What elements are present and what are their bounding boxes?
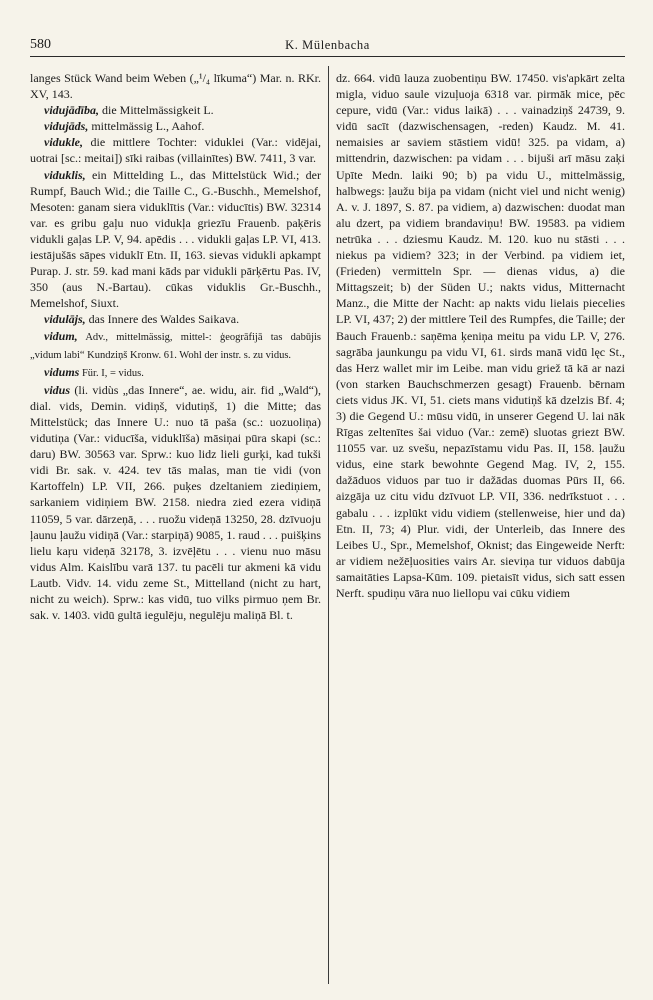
page-header <box>30 34 625 57</box>
entry-vidulajs: vidulājs, das Innere des Waldes Saikava. <box>30 311 321 327</box>
entry-vidukle: vidukle, die mittlere Tochter: viduklei (Var.: vidējai, uotrai [sc.: meitai]) sīki raibas (villainītes) BW. 7411, 3 var. <box>30 135 321 166</box>
entry-vidujadiba: vidujādība, die Mittelmässigkeit L. <box>30 102 321 118</box>
headword: vidums <box>44 364 80 379</box>
left-column <box>30 70 321 982</box>
headword: vidus <box>44 382 71 397</box>
right-column <box>336 70 625 982</box>
entry-vidus: vidus (li. vidùs „das Innere“, ae. widu, air. fid „Wald“), dial. vids, Demin. vidiņš, vidutiņš, 1) die Mitte; das Mittelstück; das Innere U.: nuo tā paša (sc.: uozuoliņa) vidutiņa (Var.: viducīša, viduklīša) māsiņai pūra skapi (sc.: daru) BW. 30563 var. Sprw.: kuo lidz lieli gurķi, kad tukši vidi Br. sak. v. 424. tev tās malas, man tie vidi (von Kartoffeln) LP. VII, 266. puķes dzeltaniem ziediņiem, sarkaniem vidiņiem BW. 2158. niedra zied ezera vidiņā 11059, 5 var. dārzeņā, . . . ruožu videņā 13250, 28. dzīvuoju ļaunu ļaužu vidiņā (Var.: starpiņā) 9085, 1. raud . . . puišķins lielu kaŗu videņā 32178, 3. izvēļētu . . . vienu nuo māsu vidus Alm. Kaislību varā 137. tu pacēli tur akmeni kā vidu Lautb. Vidv. 14. vidu zeme St., Mittelland (nicht zu hart, nicht zu weich). Sprw.: kas vidū, tuo vilks pirmuo ņem Br. sak. v. 1403. vidū gultā iegulēju, negulēju maliņā Bl. t. <box>30 382 321 623</box>
entry-viduklis: viduklis, ein Mittelding L., das Mittelstück Wid.; der Rumpf, Bauch Wid.; die Taille C., G.-Buschh., Memelshof, Mesoten: ganam siera viduklītis (Var.: viducītis) BW. 32314 var. es gribu gaļu nuo vidukļa griezīu Frauenb. paķēris vidukli gaļas LP. V, 94. apēdis . . . vidukli gaļas LP. VI, 413. iestājušās sāpes viduklī Etn. II, 163. sievas vidukli apkampt Purap. J. str. 59. kad mani kāds par vidukli pārķērtu Pas. IV, 350 (aus N.-Bartau). cūkas viduklis Gr.-Buschh., Memelshof, Siuxt. <box>30 167 321 311</box>
entry-vidum: vidum, Adv., mittelmässig, mittel-: ģeogrāfijā tas dabūjis „vidum labi“ Kundziņš Kronw. 61. Wohl der instr. s. zu vidus. <box>30 328 321 361</box>
headword: vidujādība, <box>44 103 100 118</box>
running-head: K. Mülenbacha <box>285 38 370 52</box>
entry-vidujads: vidujāds, mittelmässig L., Aahof. <box>30 118 321 134</box>
page-number: 580 <box>30 37 51 52</box>
column-divider <box>328 66 329 984</box>
entry-continuation: langes Stück Wand beim Weben („¹/₄ līkuma“) Mar. n. RKr. XV, 143. <box>30 71 321 102</box>
entry-vidums: vidums Für. I, = vidus. <box>30 364 321 382</box>
headword: vidum, <box>44 328 78 343</box>
headword: vidulājs, <box>44 312 86 327</box>
headword: vidukle, <box>44 135 83 150</box>
headword: vidujāds, <box>44 119 89 134</box>
headword: viduklis, <box>44 167 86 182</box>
entry-vidus-continued: dz. 664. vidū lauza zuobentiņu BW. 17450. vis'apkārt zelta migla, viduo saule vizuļuoja 6318 var. pirmāk mice, pēc cepure, vidū (Var.: vidus laikā) . . . vainadziņš 24739, 9. vidū sacīt (dazwischensagen, -reden) Kaudz. M. 41. nemaisies ar saviem stāstiem vidū! 325. pa vidam, a) mittendrin, dazwischen: pa vidam . . . bijuši arī māsu zaķi Upīte Medn. laiki 90; b) pa vidu U., mittelmässig, halbwegs: ļaužu bija pa vidam (nicht viel und nicht wenig) A. v. J. 1897, S. 87. pa vidiem, a) dazwischen: duodat man alu dzert, pa vidiem brandaviņu! BW. 19583. pa vidiem netrūka . . . dziesmu Kaudz. M. 120. kuo nu stāsti . . . niekus pa vidiem? 323; in der Verbind. pa vidiem iet, (Frieden) vermitteln Spr. — dienas vidus, a) die Mittagszeit; b) der Süden U.; nakts vidus, Mitternacht Manz., die Mitte der Nacht: ap nakts vidu lielais piecelies LP. VI, 437; 2) der mittlere Teil des Rumpfes, die Taille; der Bauch Frauenb.: saņēma ķeniņa meitu pa vidu LP. V, 276. sagrāba jaunkungu pa vidu VI, 61. sirds manā vidū lęc St., das Herz wallet mir im Leibe. man vidu griež tā kā ar nazi (von starken Bauchschmerzen gesagt) Frauenb. bērnam ciets vidus JK. VI, 51. ciets mans vidutiņš kā dzelzis Bf. 4; 3) die Gegend U.: mūsu vidū, in unserer Gegend U. lai nāk Rīgas zeltenītes šai viduo (Var.: zemē) sluotas griezt BW. 11055 var. uz svešu, nepazīstamu vidu Pas. II, 158. ļaužu vidus, eine stark bewohnte Gegend Mag. IV, 2, 155. dažāduos viduos par tuo ir dažādas duomas Pūrs II, 66. aizgāja uz citu vidu dzīvuot LP. VII, 336. nedrīkstuot . . . gabalu . . . izplūkt vidu vidiem (stellenweise, hier und da) Etn. II, 73; 4) Plur. vidi, der Unterleib, das Innere des Leibes U., Spr., Memelshof, Oknist; das Eingeweide Nerft: ar vidiem nežēļuosities vairs Ar. sieviņa tur viduos dabūja samaitāties Lapsa-Kūm. 109. pietaisīt vidus, sich satt essen Nerft. spudiņu vāra nuo liellopu vai cūku vidiem <box>336 71 625 600</box>
